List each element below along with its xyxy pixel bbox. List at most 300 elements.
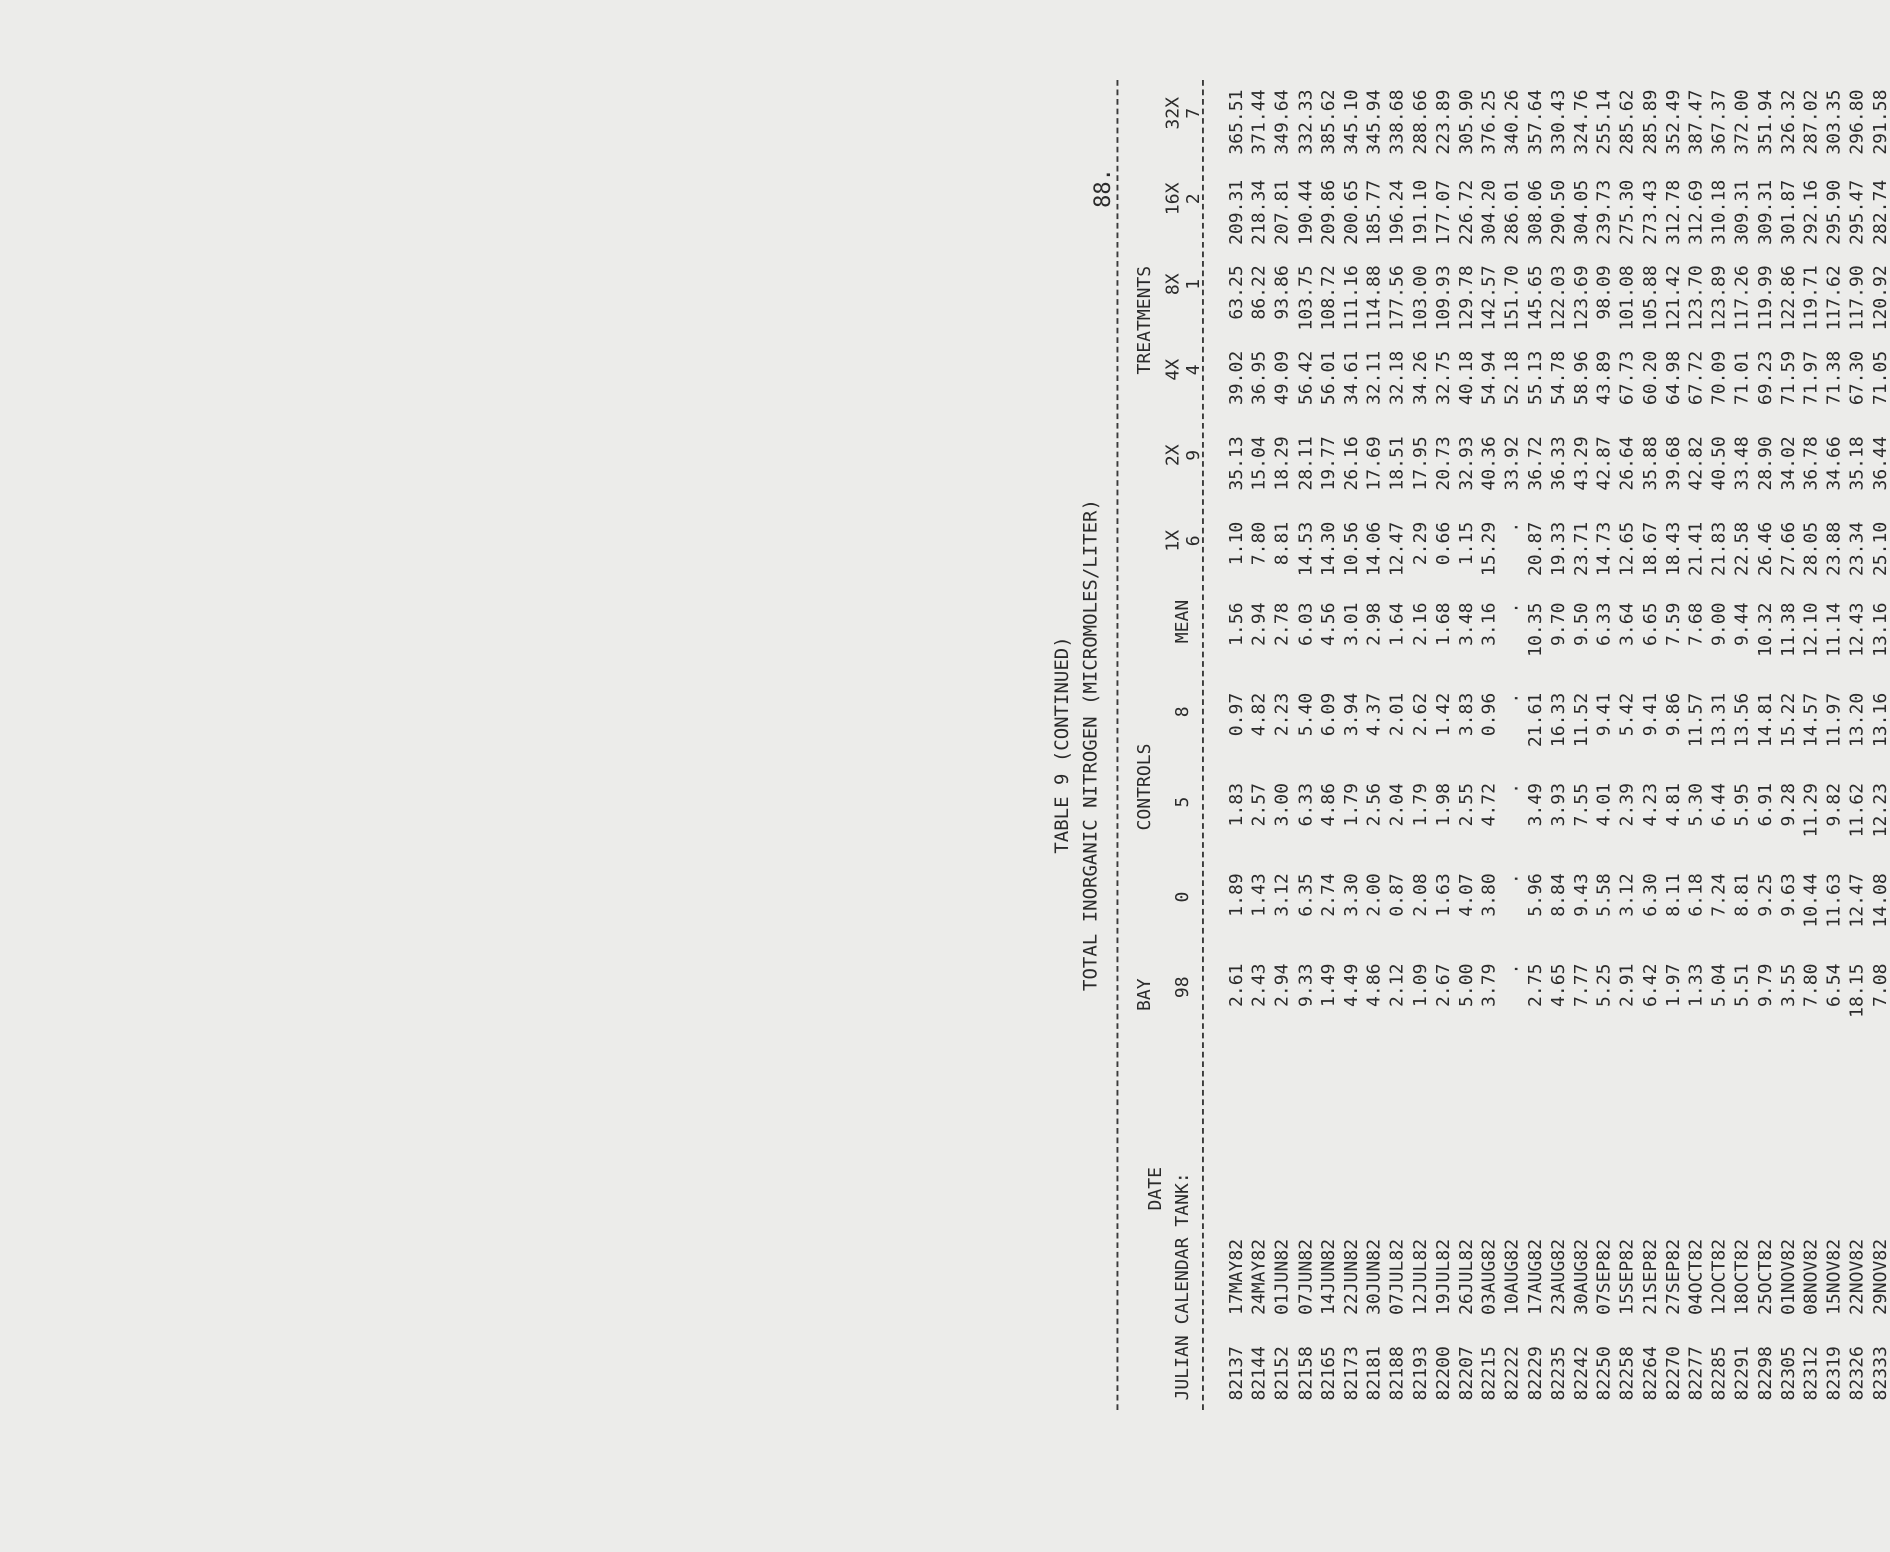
value-32x: 371.44 xyxy=(1248,89,1270,155)
julian-date: 82165 xyxy=(1317,1346,1339,1401)
calendar-date: 01NOV82 xyxy=(1777,1238,1799,1315)
value-1x: 19.33 xyxy=(1547,521,1569,577)
value-2x: 20.73 xyxy=(1432,436,1454,491)
value-8x: 63.25 xyxy=(1225,265,1247,320)
value-2x: 34.02 xyxy=(1777,436,1799,491)
value-mean: 4.56 xyxy=(1317,602,1339,646)
value-4x: 34.61 xyxy=(1340,350,1362,406)
rotated-table-page xyxy=(1050,80,1890,1410)
calendar-date: 08NOV82 xyxy=(1800,1238,1822,1315)
header-32x: 32X xyxy=(1162,96,1183,130)
value-tank-8: 11.57 xyxy=(1685,692,1707,748)
value-tank-5: . xyxy=(1501,783,1523,794)
value-4x: 39.02 xyxy=(1225,350,1247,406)
value-1x: 2.29 xyxy=(1409,521,1431,566)
value-32x: 285.89 xyxy=(1639,89,1661,155)
table-subtitle: TOTAL INORGANIC NITROGEN (MICROMOLES/LITER) xyxy=(1078,499,1102,991)
value-16x: 273.43 xyxy=(1639,179,1661,245)
value-tank-0: 9.43 xyxy=(1570,873,1592,917)
value-4x: 67.73 xyxy=(1616,350,1638,406)
value-32x: 387.47 xyxy=(1685,89,1707,155)
value-tank-0: 5.58 xyxy=(1593,873,1615,917)
value-2x: 33.92 xyxy=(1501,436,1523,491)
value-16x: 286.01 xyxy=(1501,179,1523,245)
header-tank-bay: 98 xyxy=(1171,976,1193,999)
value-2x: 19.77 xyxy=(1317,436,1339,491)
value-4x: 58.96 xyxy=(1570,350,1592,406)
value-4x: 52.18 xyxy=(1501,350,1523,406)
value-bay-98: 1.49 xyxy=(1317,963,1339,1007)
value-tank-8: 11.97 xyxy=(1823,692,1845,748)
value-16x: 275.30 xyxy=(1616,179,1638,245)
value-bay-98: 5.00 xyxy=(1455,963,1477,1007)
value-32x: 376.25 xyxy=(1478,89,1500,155)
calendar-date: 26JUL82 xyxy=(1455,1238,1477,1315)
value-mean: 2.78 xyxy=(1271,602,1293,646)
value-32x: 367.37 xyxy=(1708,89,1730,155)
value-16x: 200.65 xyxy=(1340,179,1362,245)
value-2x: 40.50 xyxy=(1708,436,1730,491)
value-2x: 35.88 xyxy=(1639,436,1661,491)
value-mean: 9.44 xyxy=(1731,602,1753,646)
header-1x-tank: 6 xyxy=(1183,535,1204,547)
value-16x: 207.81 xyxy=(1271,179,1293,245)
value-1x: 8.81 xyxy=(1271,521,1293,566)
value-8x: 120.92 xyxy=(1869,265,1890,331)
value-2x: 42.87 xyxy=(1593,436,1615,491)
value-bay-98: 2.94 xyxy=(1271,963,1293,1007)
value-tank-5: 4.01 xyxy=(1593,783,1615,827)
value-mean: 12.43 xyxy=(1846,602,1868,657)
header-tank-5: 5 xyxy=(1171,796,1193,808)
value-bay-98: 2.75 xyxy=(1524,963,1546,1007)
value-tank-8: 16.33 xyxy=(1547,692,1569,748)
value-16x: 191.10 xyxy=(1409,179,1431,245)
value-bay-98: 4.65 xyxy=(1547,963,1569,1007)
value-4x: 40.18 xyxy=(1455,350,1477,406)
value-mean: 11.38 xyxy=(1777,602,1799,657)
value-16x: 308.06 xyxy=(1524,179,1546,245)
julian-date: 82326 xyxy=(1846,1346,1868,1401)
value-2x: 36.72 xyxy=(1524,436,1546,491)
header-julian-calendar-tank: JULIAN CALENDAR TANK: xyxy=(1171,1172,1193,1401)
value-tank-5: 1.79 xyxy=(1409,783,1431,827)
value-bay-98: 2.61 xyxy=(1225,963,1247,1007)
julian-date: 82277 xyxy=(1685,1346,1707,1401)
value-tank-0: 9.25 xyxy=(1754,873,1776,917)
value-tank-0: 2.08 xyxy=(1409,873,1431,917)
header-32x-tank: 7 xyxy=(1183,107,1204,119)
julian-date: 82312 xyxy=(1800,1346,1822,1401)
value-bay-98: 1.33 xyxy=(1685,963,1707,1007)
value-32x: 365.51 xyxy=(1225,89,1247,155)
value-tank-0: 3.30 xyxy=(1340,873,1362,917)
value-2x: 33.48 xyxy=(1731,436,1753,491)
value-tank-0: 6.35 xyxy=(1294,873,1316,917)
value-bay-98: 5.51 xyxy=(1731,963,1753,1007)
value-tank-0: 6.30 xyxy=(1639,873,1661,917)
value-mean: 7.59 xyxy=(1662,602,1684,646)
value-8x: 151.70 xyxy=(1501,265,1523,331)
value-4x: 34.26 xyxy=(1409,350,1431,406)
value-tank-5: 9.28 xyxy=(1777,783,1799,827)
value-16x: 295.90 xyxy=(1823,179,1845,245)
value-tank-8: 9.41 xyxy=(1639,692,1661,737)
value-tank-0: 0.87 xyxy=(1386,873,1408,917)
value-1x: 14.06 xyxy=(1363,521,1385,577)
value-8x: 114.88 xyxy=(1363,265,1385,331)
calendar-date: 10AUG82 xyxy=(1501,1238,1523,1315)
value-4x: 60.20 xyxy=(1639,350,1661,406)
julian-date: 82144 xyxy=(1248,1346,1270,1401)
value-tank-5: 4.86 xyxy=(1317,783,1339,827)
value-mean: 9.70 xyxy=(1547,602,1569,646)
value-8x: 123.89 xyxy=(1708,265,1730,331)
header-mean: MEAN xyxy=(1171,599,1193,644)
value-tank-8: 13.16 xyxy=(1869,692,1890,748)
value-32x: 255.14 xyxy=(1593,89,1615,155)
value-bay-98: 9.79 xyxy=(1754,963,1776,1007)
value-tank-8: 14.81 xyxy=(1754,692,1776,748)
header-4x: 4X xyxy=(1162,358,1183,381)
value-bay-98: 4.86 xyxy=(1363,963,1385,1007)
value-tank-8: 5.40 xyxy=(1294,692,1316,737)
value-mean: 9.00 xyxy=(1708,602,1730,646)
calendar-date: 24MAY82 xyxy=(1248,1238,1270,1315)
value-32x: 349.64 xyxy=(1271,89,1293,155)
value-2x: 43.29 xyxy=(1570,436,1592,491)
value-1x: 23.34 xyxy=(1846,521,1868,577)
value-tank-5: 1.83 xyxy=(1225,783,1247,827)
header-controls: CONTROLS xyxy=(1133,743,1155,831)
value-mean: 1.64 xyxy=(1386,602,1408,646)
value-1x: 18.67 xyxy=(1639,521,1661,577)
value-16x: 301.87 xyxy=(1777,179,1799,245)
value-4x: 32.75 xyxy=(1432,350,1454,406)
value-16x: 185.77 xyxy=(1363,179,1385,245)
value-4x: 67.30 xyxy=(1846,350,1868,406)
value-4x: 71.97 xyxy=(1800,350,1822,406)
value-1x: 7.80 xyxy=(1248,521,1270,566)
value-tank-5: 5.95 xyxy=(1731,783,1753,827)
value-4x: 32.18 xyxy=(1386,350,1408,406)
julian-date: 82242 xyxy=(1570,1346,1592,1401)
value-32x: 338.68 xyxy=(1386,89,1408,155)
value-tank-0: 3.80 xyxy=(1478,873,1500,917)
value-4x: 32.11 xyxy=(1363,350,1385,406)
value-tank-8: 13.56 xyxy=(1731,692,1753,748)
page-number: 88. xyxy=(1090,168,1116,208)
value-1x: 22.58 xyxy=(1731,521,1753,577)
value-8x: 119.71 xyxy=(1800,265,1822,331)
value-16x: 239.73 xyxy=(1593,179,1615,245)
value-tank-5: 4.23 xyxy=(1639,783,1661,827)
value-32x: 330.43 xyxy=(1547,89,1569,155)
value-tank-5: 6.44 xyxy=(1708,783,1730,827)
value-8x: 101.08 xyxy=(1616,265,1638,331)
value-4x: 56.42 xyxy=(1294,350,1316,406)
value-tank-5: 11.62 xyxy=(1846,783,1868,838)
value-mean: 2.16 xyxy=(1409,602,1431,646)
value-8x: 145.65 xyxy=(1524,265,1546,331)
value-bay-98: 3.79 xyxy=(1478,963,1500,1007)
calendar-date: 12OCT82 xyxy=(1708,1238,1730,1315)
value-2x: 39.68 xyxy=(1662,436,1684,491)
value-mean: 6.03 xyxy=(1294,602,1316,646)
value-1x: 14.73 xyxy=(1593,521,1615,577)
value-1x: 26.46 xyxy=(1754,521,1776,577)
value-mean: 2.94 xyxy=(1248,602,1270,646)
value-tank-5: 2.57 xyxy=(1248,783,1270,827)
value-32x: 340.26 xyxy=(1501,89,1523,155)
value-tank-8: 11.52 xyxy=(1570,692,1592,748)
calendar-date: 30AUG82 xyxy=(1570,1238,1592,1315)
value-mean: 11.14 xyxy=(1823,602,1845,657)
value-tank-5: 6.91 xyxy=(1754,783,1776,827)
value-tank-5: 4.72 xyxy=(1478,783,1500,827)
value-16x: 190.44 xyxy=(1294,179,1316,245)
value-16x: 290.50 xyxy=(1547,179,1569,245)
julian-date: 82173 xyxy=(1340,1346,1362,1401)
value-2x: 36.78 xyxy=(1800,436,1822,491)
value-tank-8: 13.31 xyxy=(1708,692,1730,748)
value-32x: 287.02 xyxy=(1800,89,1822,155)
value-32x: 223.89 xyxy=(1432,89,1454,155)
calendar-date: 22JUN82 xyxy=(1340,1238,1362,1315)
value-tank-0: 11.63 xyxy=(1823,873,1845,928)
value-mean: 1.68 xyxy=(1432,602,1454,646)
value-bay-98: 6.42 xyxy=(1639,963,1661,1007)
header-2x: 2X xyxy=(1162,444,1183,467)
julian-date: 82264 xyxy=(1639,1346,1661,1401)
value-tank-5: 7.55 xyxy=(1570,783,1592,827)
header-bay: BAY xyxy=(1133,978,1155,1011)
value-32x: 372.00 xyxy=(1731,89,1753,155)
value-32x: 305.90 xyxy=(1455,89,1477,155)
value-1x: 21.83 xyxy=(1708,521,1730,577)
value-tank-0: 2.00 xyxy=(1363,873,1385,917)
value-1x: 12.65 xyxy=(1616,521,1638,577)
value-tank-0: 3.12 xyxy=(1271,873,1293,917)
julian-date: 82305 xyxy=(1777,1346,1799,1401)
value-1x: 18.43 xyxy=(1662,521,1684,577)
value-tank-5: 6.33 xyxy=(1294,783,1316,827)
calendar-date: 07JUN82 xyxy=(1294,1238,1316,1315)
julian-date: 82188 xyxy=(1386,1346,1408,1401)
value-tank-0: 8.11 xyxy=(1662,873,1684,917)
header-4x-tank: 4 xyxy=(1183,364,1204,376)
value-16x: 310.18 xyxy=(1708,179,1730,245)
value-tank-8: 6.09 xyxy=(1317,692,1339,737)
value-4x: 69.23 xyxy=(1754,350,1776,406)
value-mean: 6.33 xyxy=(1593,602,1615,646)
value-tank-8: 0.97 xyxy=(1225,692,1247,737)
calendar-date: 29NOV82 xyxy=(1869,1238,1890,1315)
value-tank-8: 3.83 xyxy=(1455,692,1477,737)
value-tank-8: 2.62 xyxy=(1409,692,1431,737)
value-4x: 67.72 xyxy=(1685,350,1707,406)
value-16x: 209.31 xyxy=(1225,179,1247,245)
value-tank-0: 3.12 xyxy=(1616,873,1638,917)
value-4x: 49.09 xyxy=(1271,350,1293,406)
value-8x: 121.42 xyxy=(1662,265,1684,331)
header-tank-0: 0 xyxy=(1171,891,1193,903)
value-4x: 71.38 xyxy=(1823,350,1845,406)
value-1x: 1.15 xyxy=(1455,521,1477,566)
value-bay-98: 1.09 xyxy=(1409,963,1431,1007)
value-16x: 196.24 xyxy=(1386,179,1408,245)
calendar-date: 27SEP82 xyxy=(1662,1238,1684,1315)
julian-date: 82137 xyxy=(1225,1346,1247,1401)
julian-date: 82270 xyxy=(1662,1346,1684,1401)
calendar-date: 17MAY82 xyxy=(1225,1238,1247,1315)
julian-date: 82235 xyxy=(1547,1346,1569,1401)
value-1x: 14.30 xyxy=(1317,521,1339,577)
value-2x: 32.93 xyxy=(1455,436,1477,491)
value-bay-98: . xyxy=(1501,963,1523,975)
value-1x: 27.66 xyxy=(1777,521,1799,577)
calendar-date: 22NOV82 xyxy=(1846,1238,1868,1315)
value-2x: 26.16 xyxy=(1340,436,1362,491)
header-tank-8: 8 xyxy=(1171,706,1193,718)
julian-date: 82158 xyxy=(1294,1346,1316,1401)
value-8x: 105.88 xyxy=(1639,265,1661,331)
value-8x: 103.00 xyxy=(1409,265,1431,331)
value-tank-8: 4.37 xyxy=(1363,692,1385,737)
value-tank-0: . xyxy=(1501,873,1523,885)
value-tank-5: 2.04 xyxy=(1386,783,1408,827)
value-1x: 0.66 xyxy=(1432,521,1454,566)
value-mean: 10.32 xyxy=(1754,602,1776,657)
value-4x: 70.09 xyxy=(1708,350,1730,406)
value-16x: 282.74 xyxy=(1869,179,1890,245)
calendar-date: 01JUN82 xyxy=(1271,1238,1293,1315)
value-tank-5: 1.79 xyxy=(1340,783,1362,827)
calendar-date: 17AUG82 xyxy=(1524,1238,1546,1315)
value-4x: 36.95 xyxy=(1248,350,1270,406)
value-8x: 122.03 xyxy=(1547,265,1569,331)
calendar-date: 21SEP82 xyxy=(1639,1238,1661,1315)
header-16x-tank: 2 xyxy=(1183,193,1204,205)
header-treatments: TREATMENTS xyxy=(1133,265,1155,375)
julian-date: 82207 xyxy=(1455,1346,1477,1401)
value-bay-98: 7.08 xyxy=(1869,963,1890,1007)
value-mean: 3.48 xyxy=(1455,602,1477,646)
value-8x: 108.72 xyxy=(1317,265,1339,331)
value-tank-5: 12.23 xyxy=(1869,783,1890,838)
value-2x: 35.13 xyxy=(1225,436,1247,491)
julian-date: 82291 xyxy=(1731,1346,1753,1401)
value-bay-98: 6.54 xyxy=(1823,963,1845,1007)
value-8x: 123.69 xyxy=(1570,265,1592,331)
value-16x: 312.78 xyxy=(1662,179,1684,245)
value-2x: 15.04 xyxy=(1248,436,1270,491)
value-16x: 226.72 xyxy=(1455,179,1477,245)
value-2x: 42.82 xyxy=(1685,436,1707,491)
calendar-date: 30JUN82 xyxy=(1363,1238,1385,1315)
julian-date: 82298 xyxy=(1754,1346,1776,1401)
value-1x: 15.29 xyxy=(1478,521,1500,577)
value-16x: 309.31 xyxy=(1754,179,1776,245)
julian-date: 82200 xyxy=(1432,1346,1454,1401)
value-32x: 288.66 xyxy=(1409,89,1431,155)
value-tank-8: 4.82 xyxy=(1248,692,1270,737)
calendar-date: 19JUL82 xyxy=(1432,1238,1454,1315)
julian-date: 82285 xyxy=(1708,1346,1730,1401)
julian-date: 82319 xyxy=(1823,1346,1845,1401)
calendar-date: 23AUG82 xyxy=(1547,1238,1569,1315)
julian-date: 82229 xyxy=(1524,1346,1546,1401)
value-mean: 6.65 xyxy=(1639,602,1661,646)
value-4x: 55.13 xyxy=(1524,350,1546,406)
value-2x: 17.69 xyxy=(1363,436,1385,491)
calendar-date: 14JUN82 xyxy=(1317,1238,1339,1315)
value-tank-8: 14.57 xyxy=(1800,692,1822,748)
value-4x: 71.05 xyxy=(1869,350,1890,406)
julian-date: 82152 xyxy=(1271,1346,1293,1401)
julian-date: 82258 xyxy=(1616,1346,1638,1401)
value-mean: 2.98 xyxy=(1363,602,1385,646)
value-8x: 117.62 xyxy=(1823,265,1845,331)
value-tank-5: 2.56 xyxy=(1363,783,1385,827)
value-1x: . xyxy=(1501,521,1523,533)
value-1x: 21.41 xyxy=(1685,521,1707,577)
julian-date: 82215 xyxy=(1478,1346,1500,1401)
value-32x: 357.64 xyxy=(1524,89,1546,155)
value-8x: 98.09 xyxy=(1593,265,1615,320)
value-tank-8: 9.41 xyxy=(1593,692,1615,737)
calendar-date: 15SEP82 xyxy=(1616,1238,1638,1315)
value-8x: 122.86 xyxy=(1777,265,1799,331)
value-1x: 10.56 xyxy=(1340,521,1362,577)
header-2x-tank: 9 xyxy=(1183,449,1204,461)
value-tank-0: 12.47 xyxy=(1846,873,1868,928)
value-2x: 36.44 xyxy=(1869,436,1890,491)
value-1x: 1.10 xyxy=(1225,521,1247,566)
julian-date: 82181 xyxy=(1363,1346,1385,1401)
header-date: DATE xyxy=(1145,1167,1166,1211)
value-32x: 285.62 xyxy=(1616,89,1638,155)
value-16x: 218.34 xyxy=(1248,179,1270,245)
julian-date: 82250 xyxy=(1593,1346,1615,1401)
value-bay-98: 5.04 xyxy=(1708,963,1730,1007)
value-bay-98: 2.91 xyxy=(1616,963,1638,1007)
value-bay-98: 2.67 xyxy=(1432,963,1454,1007)
value-8x: 117.26 xyxy=(1731,265,1753,331)
value-mean: 3.16 xyxy=(1478,602,1500,646)
value-tank-5: 2.39 xyxy=(1616,783,1638,827)
value-mean: 10.35 xyxy=(1524,602,1546,657)
value-32x: 351.94 xyxy=(1754,89,1776,155)
value-tank-8: 15.22 xyxy=(1777,692,1799,748)
value-tank-0: 4.07 xyxy=(1455,873,1477,917)
header-1x: 1X xyxy=(1162,529,1183,552)
value-tank-5: 1.98 xyxy=(1432,783,1454,827)
calendar-date: 07SEP82 xyxy=(1593,1238,1615,1315)
value-16x: 309.31 xyxy=(1731,179,1753,245)
value-mean: 3.01 xyxy=(1340,602,1362,646)
value-1x: 14.53 xyxy=(1294,521,1316,577)
value-tank-0: 10.44 xyxy=(1800,873,1822,928)
value-32x: 345.10 xyxy=(1340,89,1362,155)
value-4x: 71.59 xyxy=(1777,350,1799,406)
value-16x: 292.16 xyxy=(1800,179,1822,245)
value-tank-0: 8.81 xyxy=(1731,873,1753,917)
value-bay-98: 7.77 xyxy=(1570,963,1592,1007)
calendar-date: 12JUL82 xyxy=(1409,1238,1431,1315)
value-16x: 304.05 xyxy=(1570,179,1592,245)
value-8x: 86.22 xyxy=(1248,265,1270,320)
